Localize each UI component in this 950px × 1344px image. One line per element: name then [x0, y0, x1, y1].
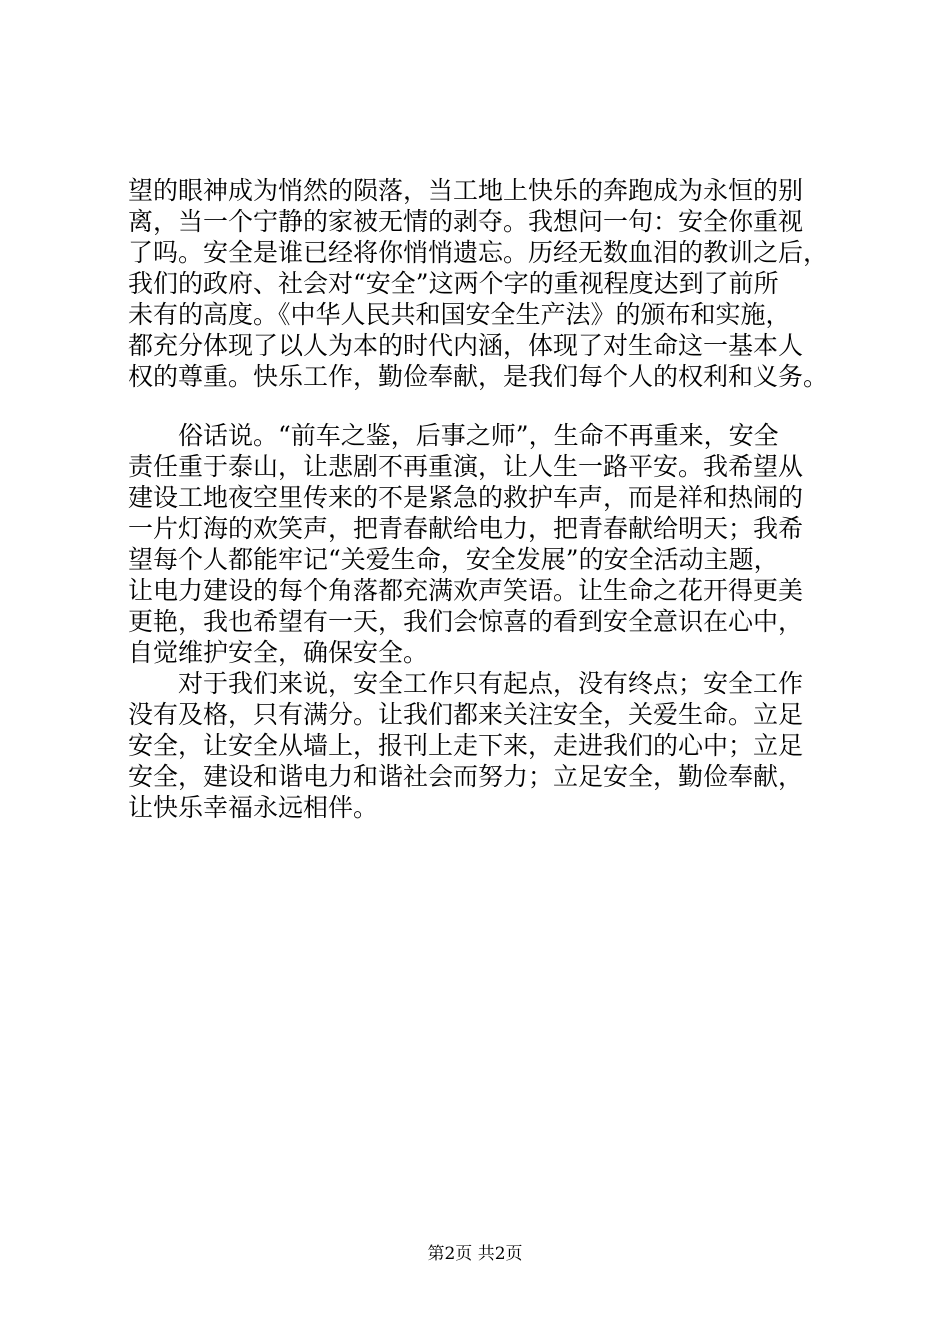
- paragraph-line: 建设工地夜空里传来的不是紧急的救护车声，而是祥和热闹的: [128, 483, 804, 512]
- paragraph-line: 望每个人都能牢记“关爱生命，安全发展”的安全活动主题，: [128, 545, 779, 574]
- paragraph-line: 都充分体现了以人为本的时代内涵，体现了对生命这一基本人: [128, 331, 804, 360]
- paragraph-line: 权的尊重。快乐工作，勤俭奉献，是我们每个人的权利和义务。: [128, 362, 829, 391]
- paragraph-line: 了吗。安全是谁已经将你悄悄遗忘。历经无数血泪的教训之后，: [128, 238, 829, 267]
- paragraph-line: 望的眼神成为悄然的陨落，当工地上快乐的奔跑成为永恒的别: [128, 176, 804, 205]
- paragraph-line: 未有的高度。《中华人民共和国安全生产法》的颁布和实施，: [128, 300, 791, 329]
- paragraph-line: 自觉维护安全，确保安全。: [128, 638, 429, 667]
- paragraph-line: 没有及格，只有满分。让我们都来关注安全，关爱生命。立足: [128, 700, 804, 729]
- paragraph-line: 一片灯海的欢笑声，把青春献给电力，把青春献给明天；我希: [128, 514, 804, 543]
- paragraph-line: 责任重于泰山，让悲剧不再重演，让人生一路平安。我希望从: [128, 452, 804, 481]
- paragraph-line: 安全，让安全从墙上，报刊上走下来，走进我们的心中；立足: [128, 731, 804, 760]
- paragraph-line: 安全，建设和谐电力和谐社会而努力；立足安全，勤俭奉献，: [128, 762, 804, 791]
- paragraph-line: 我们的政府、社会对“安全”这两个字的重视程度达到了前所: [128, 269, 779, 298]
- page-number-footer: 第2页 共2页: [427, 1244, 523, 1264]
- paragraph-line: 离，当一个宁静的家被无情的剥夺。我想问一句：安全你重视: [128, 207, 804, 236]
- paragraph-line: 让快乐幸福永远相伴。: [128, 793, 379, 822]
- paragraph-line: 俗话说。“前车之鉴，后事之师”，生命不再重来，安全: [128, 421, 779, 450]
- paragraph-line: 让电力建设的每个角落都充满欢声笑语。让生命之花开得更美: [128, 576, 804, 605]
- paragraph-line: 对于我们来说，安全工作只有起点，没有终点；安全工作: [128, 669, 804, 698]
- paragraph-line: 更艳，我也希望有一天，我们会惊喜的看到安全意识在心中，: [128, 607, 804, 636]
